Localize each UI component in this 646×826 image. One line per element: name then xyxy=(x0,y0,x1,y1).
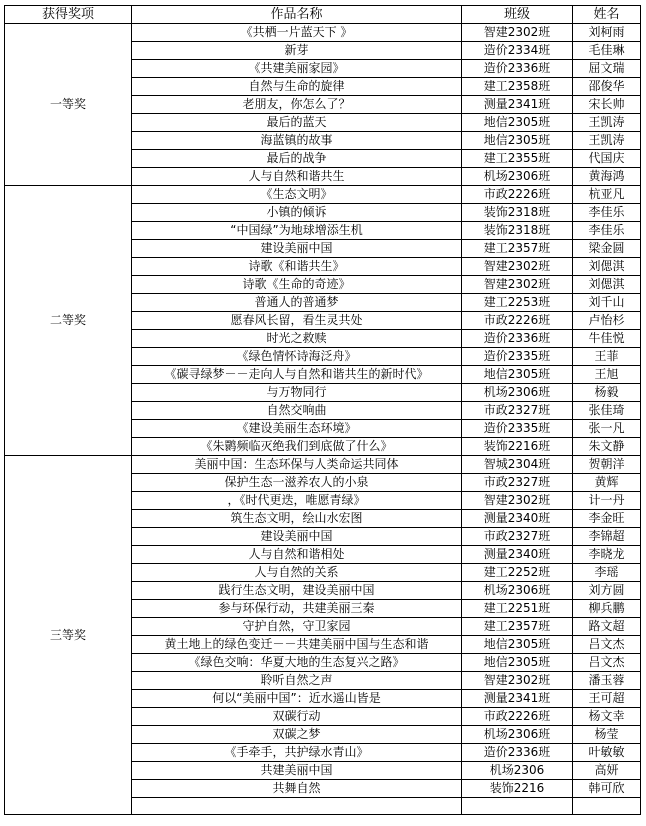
student-name: 卢怡杉 xyxy=(573,312,641,330)
student-name: 张佳琦 xyxy=(573,402,641,420)
work-title: 《绿色交响：华夏大地的生态复兴之路》 xyxy=(132,654,462,672)
class-name: 造价2336班 xyxy=(462,744,573,762)
class-name: 装饰2216 xyxy=(462,780,573,798)
work-title: 时光之救赎 xyxy=(132,330,462,348)
work-title: 共舞自然 xyxy=(132,780,462,798)
student-name xyxy=(573,798,641,815)
class-name: 智城2304班 xyxy=(462,456,573,474)
class-name: 装饰2318班 xyxy=(462,204,573,222)
student-name: 黄海鸿 xyxy=(573,168,641,186)
class-name: 机场2306班 xyxy=(462,582,573,600)
class-name: 智建2302班 xyxy=(462,672,573,690)
header-row xyxy=(5,6,641,24)
class-name: 建工2357班 xyxy=(462,618,573,636)
work-title: 《共栖一片蓝天下 》 xyxy=(132,24,462,42)
work-title: 自然交响曲 xyxy=(132,402,462,420)
work-title: 小镇的倾诉 xyxy=(132,204,462,222)
work-title xyxy=(132,798,462,815)
student-name: 王旭 xyxy=(573,366,641,384)
work-title: 新芽 xyxy=(132,42,462,60)
class-name: 机场2306班 xyxy=(462,726,573,744)
student-name: 朱文静 xyxy=(573,438,641,456)
work-title: 双碳行动 xyxy=(132,708,462,726)
class-name: 造价2336班 xyxy=(462,60,573,78)
class-name: 智建2302班 xyxy=(462,24,573,42)
class-name xyxy=(462,798,573,815)
class-name: 建工2251班 xyxy=(462,600,573,618)
header-class: 班级 xyxy=(462,6,573,24)
class-name: 机场2306班 xyxy=(462,384,573,402)
student-name: 牛佳悦 xyxy=(573,330,641,348)
class-name: 市政2327班 xyxy=(462,402,573,420)
class-name: 智建2302班 xyxy=(462,492,573,510)
header-name: 姓名 xyxy=(573,6,641,24)
class-name: 造价2335班 xyxy=(462,348,573,366)
class-name: 装饰2216班 xyxy=(462,438,573,456)
work-title: 参与环保行动，共建美丽三秦 xyxy=(132,600,462,618)
student-name: 杭亚凡 xyxy=(573,186,641,204)
class-name: 造价2336班 xyxy=(462,330,573,348)
work-title: 愿春风长留，看生灵共处 xyxy=(132,312,462,330)
class-name: 造价2334班 xyxy=(462,42,573,60)
table-row xyxy=(5,24,641,42)
student-name: 梁金圆 xyxy=(573,240,641,258)
work-title: 人与自然和谐相处 xyxy=(132,546,462,564)
student-name: 柳兵鹏 xyxy=(573,600,641,618)
student-name: 刘千山 xyxy=(573,294,641,312)
student-name: 计一丹 xyxy=(573,492,641,510)
student-name: 刘方圆 xyxy=(573,582,641,600)
class-name: 市政2226班 xyxy=(462,186,573,204)
student-name: 张一凡 xyxy=(573,420,641,438)
class-name: 建工2357班 xyxy=(462,240,573,258)
student-name: 李佳乐 xyxy=(573,204,641,222)
work-title: 《共建美丽家园》 xyxy=(132,60,462,78)
work-title: 人与自然和谐共生 xyxy=(132,168,462,186)
work-title: 海蓝镇的故事 xyxy=(132,132,462,150)
work-title: 建设美丽中国 xyxy=(132,528,462,546)
work-title: “中国绿”为地球增添生机 xyxy=(132,222,462,240)
table-row xyxy=(5,456,641,474)
award-level: 二等奖 xyxy=(5,186,132,456)
header-award: 获得奖项 xyxy=(5,6,132,24)
student-name: 高妍 xyxy=(573,762,641,780)
work-title: 自然与生命的旋律 xyxy=(132,78,462,96)
student-name: 王可超 xyxy=(573,690,641,708)
student-name: 代国庆 xyxy=(573,150,641,168)
work-title: 守护自然，守卫家园 xyxy=(132,618,462,636)
class-name: 智建2302班 xyxy=(462,276,573,294)
work-title: 《生态文明》 xyxy=(132,186,462,204)
student-name: 杨莹 xyxy=(573,726,641,744)
class-name: 市政2226班 xyxy=(462,708,573,726)
class-name: 地信2305班 xyxy=(462,636,573,654)
class-name: 地信2305班 xyxy=(462,114,573,132)
work-title: 美丽中国：生态环保与人类命运共同体 xyxy=(132,456,462,474)
student-name: 王凯涛 xyxy=(573,114,641,132)
student-name: 李佳乐 xyxy=(573,222,641,240)
work-title: 何以“美丽中国”：近水遥山皆是 xyxy=(132,690,462,708)
work-title: 保护生态一滋养农人的小泉 xyxy=(132,474,462,492)
class-name: 机场2306 xyxy=(462,762,573,780)
work-title: 共建美丽中国 xyxy=(132,762,462,780)
class-name: 测量2341班 xyxy=(462,690,573,708)
class-name: 建工2253班 xyxy=(462,294,573,312)
header-title: 作品名称 xyxy=(132,6,462,24)
work-title: 最后的蓝天 xyxy=(132,114,462,132)
student-name: 李晓龙 xyxy=(573,546,641,564)
work-title: 最后的战争 xyxy=(132,150,462,168)
student-name: 贺朝洋 xyxy=(573,456,641,474)
class-name: 市政2226班 xyxy=(462,312,573,330)
table-row xyxy=(5,186,641,204)
class-name: 建工2252班 xyxy=(462,564,573,582)
work-title: 与万物同行 xyxy=(132,384,462,402)
class-name: 市政2327班 xyxy=(462,528,573,546)
class-name: 测量2340班 xyxy=(462,510,573,528)
student-name: 黄辉 xyxy=(573,474,641,492)
work-title: 诗歌《和谐共生》 xyxy=(132,258,462,276)
student-name: 李金旺 xyxy=(573,510,641,528)
work-title: 《碳寻绿梦－－走向人与自然和谐共生的新时代》 xyxy=(132,366,462,384)
student-name: 路文超 xyxy=(573,618,641,636)
award-level: 一等奖 xyxy=(5,24,132,186)
class-name: 市政2327班 xyxy=(462,474,573,492)
student-name: 邵俊华 xyxy=(573,78,641,96)
work-title: 双碳之梦 xyxy=(132,726,462,744)
student-name: 吕文杰 xyxy=(573,654,641,672)
student-name: 屈文瑞 xyxy=(573,60,641,78)
class-name: 测量2340班 xyxy=(462,546,573,564)
student-name: 王菲 xyxy=(573,348,641,366)
award-level: 三等奖 xyxy=(5,456,132,815)
class-name: 造价2335班 xyxy=(462,420,573,438)
work-title: 黄土地上的绿色变迁－－共建美丽中国与生态和谐 xyxy=(132,636,462,654)
work-title: 普通人的普通梦 xyxy=(132,294,462,312)
class-name: 测量2341班 xyxy=(462,96,573,114)
work-title: 人与自然的关系 xyxy=(132,564,462,582)
student-name: 刘柯雨 xyxy=(573,24,641,42)
award-table xyxy=(4,5,641,815)
work-title: 《朱鹮频临灭绝我们到底做了什么》 xyxy=(132,438,462,456)
class-name: 装饰2318班 xyxy=(462,222,573,240)
student-name: 韩可欣 xyxy=(573,780,641,798)
student-name: 潘玉蓉 xyxy=(573,672,641,690)
class-name: 地信2305班 xyxy=(462,366,573,384)
student-name: 李锦超 xyxy=(573,528,641,546)
work-title: 建设美丽中国 xyxy=(132,240,462,258)
award-table-body xyxy=(5,24,641,815)
student-name: 吕文杰 xyxy=(573,636,641,654)
work-title: 聆听自然之声 xyxy=(132,672,462,690)
class-name: 建工2358班 xyxy=(462,78,573,96)
work-title: 《建设美丽生态环境》 xyxy=(132,420,462,438)
class-name: 机场2306班 xyxy=(462,168,573,186)
work-title: 老朋友，你怎么了？ xyxy=(132,96,462,114)
student-name: 杨毅 xyxy=(573,384,641,402)
student-name: 杨文幸 xyxy=(573,708,641,726)
work-title: 筑生态文明，绘山水宏图 xyxy=(132,510,462,528)
class-name: 地信2305班 xyxy=(462,132,573,150)
work-title: 《手牵手，共护绿水青山》 xyxy=(132,744,462,762)
student-name: 王凯涛 xyxy=(573,132,641,150)
work-title: 《绿色情怀诗海泛舟》 xyxy=(132,348,462,366)
student-name: 叶敏敏 xyxy=(573,744,641,762)
student-name: 刘偲淇 xyxy=(573,276,641,294)
class-name: 建工2355班 xyxy=(462,150,573,168)
class-name: 智建2302班 xyxy=(462,258,573,276)
student-name: 毛佳琳 xyxy=(573,42,641,60)
student-name: 刘偲淇 xyxy=(573,258,641,276)
student-name: 宋长帅 xyxy=(573,96,641,114)
class-name: 地信2305班 xyxy=(462,654,573,672)
work-title: ，《时代更迭，唯愿青绿》 xyxy=(132,492,462,510)
work-title: 践行生态文明，建设美丽中国 xyxy=(132,582,462,600)
work-title: 诗歌《生命的奇迹》 xyxy=(132,276,462,294)
student-name: 李瑶 xyxy=(573,564,641,582)
